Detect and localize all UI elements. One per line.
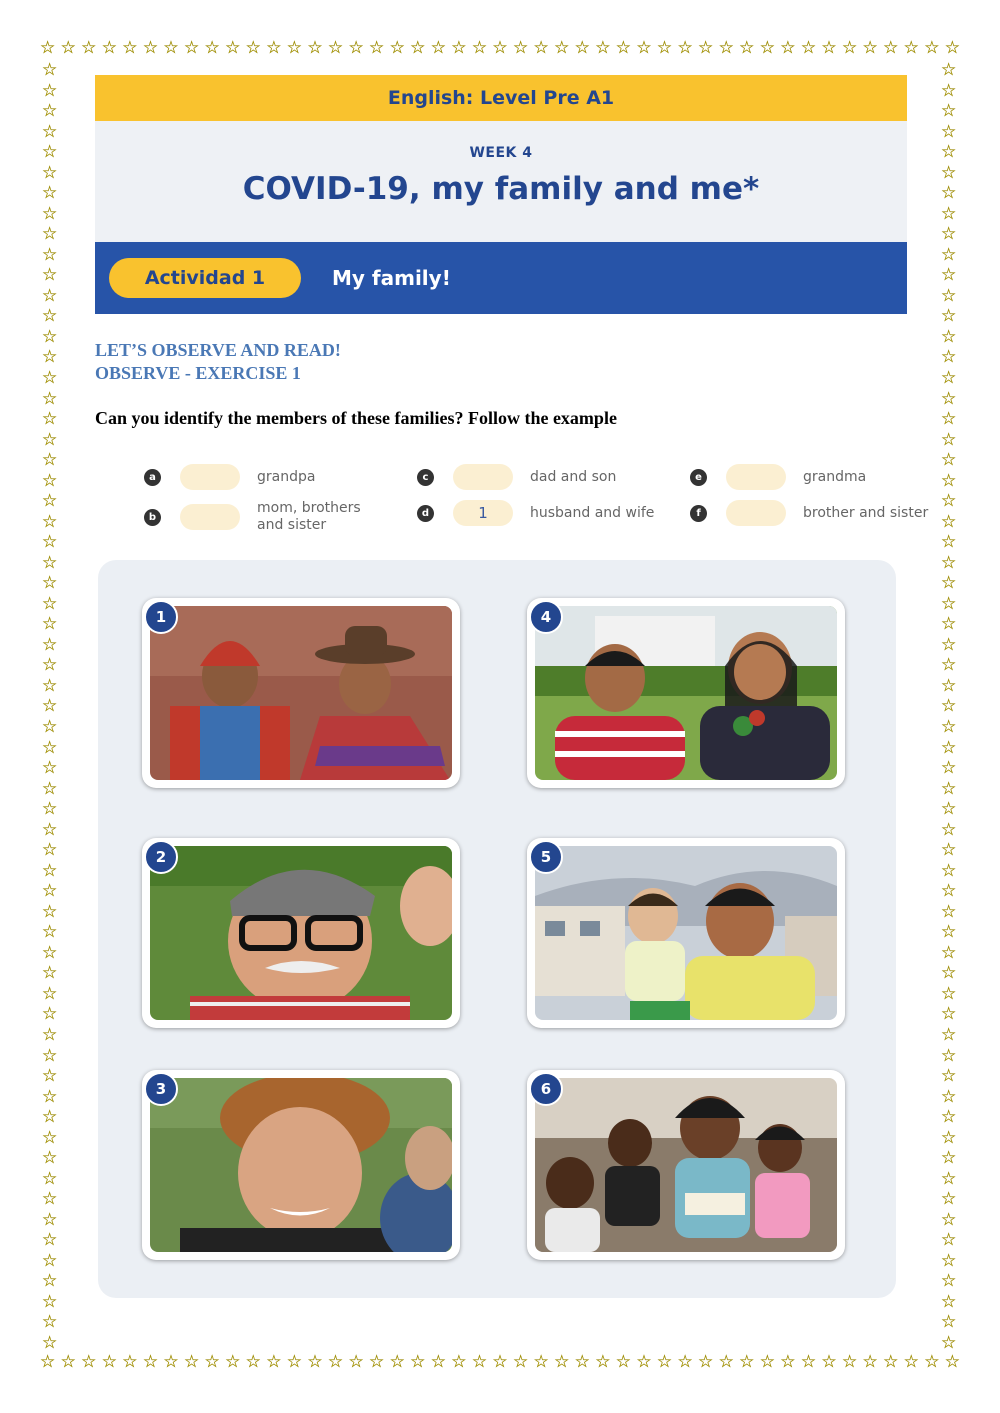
activity-pill	[109, 258, 301, 298]
star-icon: ☆	[42, 183, 58, 204]
star-icon: ☆	[42, 634, 58, 655]
star-icon: ☆	[42, 450, 58, 471]
star-icon: ☆	[924, 1352, 940, 1372]
star-icon: ☆	[101, 1352, 117, 1372]
star-icon: ☆	[944, 38, 960, 58]
star-icon: ☆	[512, 38, 529, 58]
level-text: English: Level Pre A1	[387, 87, 615, 109]
star-icon: ☆	[42, 224, 58, 245]
star-icon: ☆	[183, 38, 200, 58]
star-icon: ☆	[941, 1291, 957, 1312]
star-icon: ☆	[941, 881, 957, 902]
star-icon: ☆	[42, 203, 58, 224]
photo-grandma-illustration	[150, 1078, 452, 1252]
star-icon: ☆	[903, 1352, 919, 1372]
star-icon: ☆	[941, 491, 957, 512]
star-icon: ☆	[42, 1250, 58, 1271]
exercise-question: Can you identify the members of these families? Follow the example	[95, 408, 617, 428]
star-icon: ☆	[941, 265, 957, 286]
answer-field[interactable]	[453, 464, 513, 490]
family-photo	[150, 1078, 452, 1252]
photo-number: 6	[529, 1072, 563, 1106]
star-icon: ☆	[883, 38, 899, 58]
star-icon: ☆	[636, 1352, 652, 1372]
star-icon: ☆	[941, 429, 957, 450]
star-icon: ☆	[941, 388, 957, 409]
star-icon: ☆	[42, 511, 58, 532]
photo-couple-illustration	[150, 606, 452, 780]
star-icon: ☆	[42, 1086, 58, 1107]
star-icon: ☆	[941, 1189, 957, 1210]
star-icon: ☆	[512, 1352, 529, 1372]
star-icon: ☆	[941, 614, 957, 635]
star-icon: ☆	[941, 1045, 957, 1066]
star-icon: ☆	[42, 737, 58, 758]
star-icon: ☆	[941, 244, 957, 265]
star-icon: ☆	[327, 38, 344, 58]
star-icon: ☆	[941, 511, 957, 532]
star-icon: ☆	[42, 1107, 58, 1128]
star-icon: ☆	[42, 388, 58, 409]
star-icon: ☆	[841, 1352, 858, 1372]
star-icon: ☆	[718, 38, 734, 58]
star-icon: ☆	[718, 1352, 734, 1372]
option-b	[144, 500, 387, 534]
star-icon: ☆	[163, 1352, 179, 1372]
star-icon: ☆	[941, 758, 957, 779]
star-icon: ☆	[677, 38, 693, 58]
option-letter-badge: d	[417, 505, 434, 522]
star-icon: ☆	[42, 1004, 58, 1025]
option-text: grandma	[803, 468, 867, 485]
star-icon: ☆	[42, 778, 58, 799]
star-icon: ☆	[941, 696, 957, 717]
star-icon: ☆	[42, 881, 58, 902]
star-icon: ☆	[941, 60, 957, 80]
star-icon: ☆	[941, 922, 957, 943]
star-icon: ☆	[101, 38, 117, 58]
star-icon: ☆	[574, 38, 590, 58]
photo-card-4	[527, 598, 845, 788]
star-icon: ☆	[821, 38, 837, 58]
star-icon: ☆	[941, 737, 957, 758]
star-icon: ☆	[883, 1352, 899, 1372]
answer-field[interactable]	[726, 464, 786, 490]
star-icon: ☆	[821, 1352, 837, 1372]
star-icon: ☆	[42, 655, 58, 676]
star-icon: ☆	[615, 38, 631, 58]
star-icon: ☆	[780, 38, 796, 58]
star-icon: ☆	[42, 306, 58, 327]
level-banner	[95, 75, 907, 121]
star-icon: ☆	[941, 532, 957, 553]
star-icon: ☆	[941, 1209, 957, 1230]
star-icon: ☆	[941, 799, 957, 820]
star-icon: ☆	[780, 1352, 796, 1372]
option-text: brother and sister	[803, 504, 929, 521]
star-icon: ☆	[471, 38, 488, 58]
star-icon: ☆	[42, 429, 58, 450]
star-icon: ☆	[42, 552, 58, 573]
star-icon: ☆	[471, 1352, 488, 1372]
answer-field[interactable]	[180, 504, 240, 530]
star-icon: ☆	[42, 60, 58, 80]
star-icon: ☆	[941, 778, 957, 799]
star-icon: ☆	[286, 1352, 302, 1372]
star-icon: ☆	[533, 1352, 549, 1372]
star-icon: ☆	[941, 1024, 957, 1045]
star-icon: ☆	[941, 1250, 957, 1271]
answer-field[interactable]: 1	[453, 500, 513, 526]
photo-number: 3	[144, 1072, 178, 1106]
photo-number: 2	[144, 840, 178, 874]
star-icon: ☆	[941, 1332, 957, 1353]
star-icon: ☆	[42, 101, 58, 122]
star-icon: ☆	[42, 901, 58, 922]
star-icon: ☆	[941, 819, 957, 840]
star-icon: ☆	[42, 367, 58, 388]
star-icon: ☆	[42, 532, 58, 553]
star-icon: ☆	[941, 1168, 957, 1189]
star-icon: ☆	[42, 963, 58, 984]
option-f	[690, 500, 933, 526]
option-letter-badge: b	[144, 509, 161, 526]
star-icon: ☆	[122, 38, 138, 58]
star-icon: ☆	[42, 593, 58, 614]
star-icon: ☆	[941, 142, 957, 163]
star-icon: ☆	[636, 38, 652, 58]
activity-name: My family!	[332, 266, 451, 290]
star-icon: ☆	[286, 38, 302, 58]
activity-bar	[95, 242, 907, 314]
star-icon: ☆	[42, 1312, 58, 1333]
option-letter-badge: a	[144, 469, 161, 486]
star-icon: ☆	[225, 1352, 241, 1372]
star-icon: ☆	[941, 963, 957, 984]
star-icon: ☆	[941, 860, 957, 881]
star-icon: ☆	[266, 1352, 282, 1372]
week-label: WEEK 4	[469, 145, 533, 161]
option-text: mom, brothers and sister	[257, 500, 361, 533]
star-icon: ☆	[941, 1107, 957, 1128]
star-icon: ☆	[941, 183, 957, 204]
star-icon: ☆	[656, 38, 673, 58]
answer-field[interactable]	[726, 500, 786, 526]
star-icon: ☆	[42, 121, 58, 142]
star-icon: ☆	[941, 1004, 957, 1025]
star-icon: ☆	[60, 38, 76, 58]
star-icon: ☆	[42, 799, 58, 820]
star-icon: ☆	[204, 38, 220, 58]
star-icon: ☆	[941, 1271, 957, 1292]
star-icon: ☆	[739, 38, 755, 58]
star-icon: ☆	[163, 38, 179, 58]
star-icon: ☆	[42, 840, 58, 861]
star-icon: ☆	[759, 1352, 775, 1372]
section-heading-exercise: OBSERVE - EXERCISE 1	[95, 363, 301, 383]
star-icon: ☆	[941, 573, 957, 594]
star-icon: ☆	[348, 1352, 364, 1372]
star-icon: ☆	[410, 1352, 426, 1372]
photo-number: 5	[529, 840, 563, 874]
star-icon: ☆	[42, 942, 58, 963]
star-icon: ☆	[40, 1352, 56, 1372]
star-icon: ☆	[615, 1352, 631, 1372]
star-icon: ☆	[81, 38, 97, 58]
photo-grandpa-illustration	[150, 846, 452, 1020]
star-icon: ☆	[941, 552, 957, 573]
option-text: dad and son	[530, 468, 617, 485]
photo-mom-children-illustration	[535, 1078, 837, 1252]
star-icon: ☆	[941, 942, 957, 963]
star-icon: ☆	[941, 634, 957, 655]
star-icon: ☆	[941, 326, 957, 347]
star-icon: ☆	[492, 38, 508, 58]
star-icon: ☆	[595, 1352, 611, 1372]
star-icon: ☆	[941, 162, 957, 183]
photo-number: 1	[144, 600, 178, 634]
family-photo	[150, 606, 452, 780]
star-icon: ☆	[595, 38, 611, 58]
star-icon: ☆	[941, 470, 957, 491]
activity-label: Actividad 1	[144, 267, 266, 289]
photo-card-1	[142, 598, 460, 788]
family-photo	[535, 606, 837, 780]
star-icon: ☆	[42, 696, 58, 717]
star-icon: ☆	[941, 675, 957, 696]
star-icon: ☆	[430, 1352, 446, 1372]
star-border-top	[40, 40, 960, 57]
star-icon: ☆	[348, 38, 364, 58]
photo-card-3	[142, 1070, 460, 1260]
star-icon: ☆	[42, 1168, 58, 1189]
page-title: COVID-19, my family and me*	[242, 171, 760, 207]
star-icon: ☆	[42, 614, 58, 635]
star-icon: ☆	[42, 1230, 58, 1251]
option-text: husband and wife	[530, 504, 655, 521]
star-icon: ☆	[800, 38, 817, 58]
answer-field[interactable]	[180, 464, 240, 490]
star-icon: ☆	[533, 38, 549, 58]
star-icon: ☆	[142, 38, 159, 58]
star-icon: ☆	[327, 1352, 344, 1372]
star-icon: ☆	[941, 203, 957, 224]
star-icon: ☆	[42, 922, 58, 943]
star-icon: ☆	[42, 347, 58, 368]
star-icon: ☆	[42, 758, 58, 779]
star-border-bottom	[40, 1354, 960, 1371]
family-photo	[535, 846, 837, 1020]
star-icon: ☆	[800, 1352, 817, 1372]
star-icon: ☆	[862, 1352, 878, 1372]
star-icon: ☆	[941, 840, 957, 861]
star-icon: ☆	[42, 819, 58, 840]
star-icon: ☆	[941, 593, 957, 614]
star-icon: ☆	[42, 409, 58, 430]
star-icon: ☆	[941, 285, 957, 306]
star-icon: ☆	[42, 573, 58, 594]
star-icon: ☆	[941, 121, 957, 142]
star-icon: ☆	[42, 1332, 58, 1353]
star-icon: ☆	[862, 38, 878, 58]
star-icon: ☆	[42, 1066, 58, 1087]
star-border-left	[42, 62, 57, 1352]
star-icon: ☆	[739, 1352, 755, 1372]
photo-dad-son-illustration	[535, 846, 837, 1020]
star-icon: ☆	[225, 38, 241, 58]
star-icon: ☆	[42, 244, 58, 265]
star-icon: ☆	[941, 1230, 957, 1251]
star-icon: ☆	[42, 1024, 58, 1045]
star-icon: ☆	[42, 1271, 58, 1292]
star-icon: ☆	[698, 1352, 714, 1372]
star-icon: ☆	[81, 1352, 97, 1372]
star-icon: ☆	[42, 983, 58, 1004]
star-icon: ☆	[656, 1352, 673, 1372]
option-c	[417, 464, 660, 490]
star-icon: ☆	[903, 38, 919, 58]
star-icon: ☆	[42, 80, 58, 101]
star-icon: ☆	[42, 675, 58, 696]
star-icon: ☆	[42, 1189, 58, 1210]
star-icon: ☆	[122, 1352, 138, 1372]
star-icon: ☆	[42, 142, 58, 163]
photo-number: 4	[529, 600, 563, 634]
title-box	[95, 121, 907, 242]
star-icon: ☆	[42, 1291, 58, 1312]
photo-card-2	[142, 838, 460, 1028]
star-icon: ☆	[941, 1127, 957, 1148]
star-icon: ☆	[183, 1352, 200, 1372]
star-icon: ☆	[941, 306, 957, 327]
star-icon: ☆	[42, 265, 58, 286]
star-icon: ☆	[369, 1352, 385, 1372]
star-icon: ☆	[307, 38, 323, 58]
star-icon: ☆	[42, 717, 58, 737]
star-icon: ☆	[941, 224, 957, 245]
star-icon: ☆	[698, 38, 714, 58]
star-icon: ☆	[677, 1352, 693, 1372]
star-icon: ☆	[42, 860, 58, 881]
star-icon: ☆	[941, 80, 957, 101]
photo-siblings-illustration	[535, 606, 837, 780]
star-icon: ☆	[142, 1352, 159, 1372]
star-icon: ☆	[60, 1352, 76, 1372]
star-icon: ☆	[451, 1352, 467, 1372]
star-icon: ☆	[266, 38, 282, 58]
star-icon: ☆	[941, 347, 957, 368]
star-icon: ☆	[941, 1312, 957, 1333]
option-letter-badge: e	[690, 469, 707, 486]
star-icon: ☆	[42, 326, 58, 347]
star-icon: ☆	[42, 1148, 58, 1169]
star-icon: ☆	[389, 1352, 405, 1372]
star-icon: ☆	[941, 717, 957, 737]
star-icon: ☆	[245, 38, 261, 58]
photo-card-5	[527, 838, 845, 1028]
star-icon: ☆	[410, 38, 426, 58]
star-icon: ☆	[941, 1086, 957, 1107]
star-icon: ☆	[42, 1127, 58, 1148]
star-icon: ☆	[40, 38, 56, 58]
star-icon: ☆	[941, 655, 957, 676]
family-photo	[150, 846, 452, 1020]
option-letter-badge: c	[417, 469, 434, 486]
option-d	[417, 500, 660, 526]
option-text: grandpa	[257, 468, 316, 485]
star-icon: ☆	[389, 38, 405, 58]
star-icon: ☆	[574, 1352, 590, 1372]
star-icon: ☆	[42, 491, 58, 512]
option-letter-badge: f	[690, 505, 707, 522]
star-icon: ☆	[941, 1148, 957, 1169]
star-icon: ☆	[430, 38, 446, 58]
family-photo	[535, 1078, 837, 1252]
photo-card-6	[527, 1070, 845, 1260]
star-icon: ☆	[759, 38, 775, 58]
star-icon: ☆	[554, 1352, 570, 1372]
star-icon: ☆	[307, 1352, 323, 1372]
star-icon: ☆	[941, 1066, 957, 1087]
star-icon: ☆	[369, 38, 385, 58]
star-icon: ☆	[924, 38, 940, 58]
star-icon: ☆	[42, 1045, 58, 1066]
option-a	[144, 464, 387, 490]
star-icon: ☆	[42, 470, 58, 491]
star-icon: ☆	[941, 901, 957, 922]
star-icon: ☆	[941, 983, 957, 1004]
star-icon: ☆	[941, 367, 957, 388]
star-icon: ☆	[554, 38, 570, 58]
star-icon: ☆	[492, 1352, 508, 1372]
option-e	[690, 464, 933, 490]
section-heading-observe-read: LET’S OBSERVE AND READ!	[95, 340, 341, 360]
star-icon: ☆	[451, 38, 467, 58]
star-icon: ☆	[42, 162, 58, 183]
star-icon: ☆	[941, 409, 957, 430]
star-icon: ☆	[841, 38, 858, 58]
star-icon: ☆	[204, 1352, 220, 1372]
star-icon: ☆	[941, 450, 957, 471]
star-icon: ☆	[941, 101, 957, 122]
star-icon: ☆	[944, 1352, 960, 1372]
star-icon: ☆	[42, 285, 58, 306]
star-icon: ☆	[245, 1352, 261, 1372]
star-border-right	[941, 62, 956, 1352]
star-icon: ☆	[42, 1209, 58, 1230]
